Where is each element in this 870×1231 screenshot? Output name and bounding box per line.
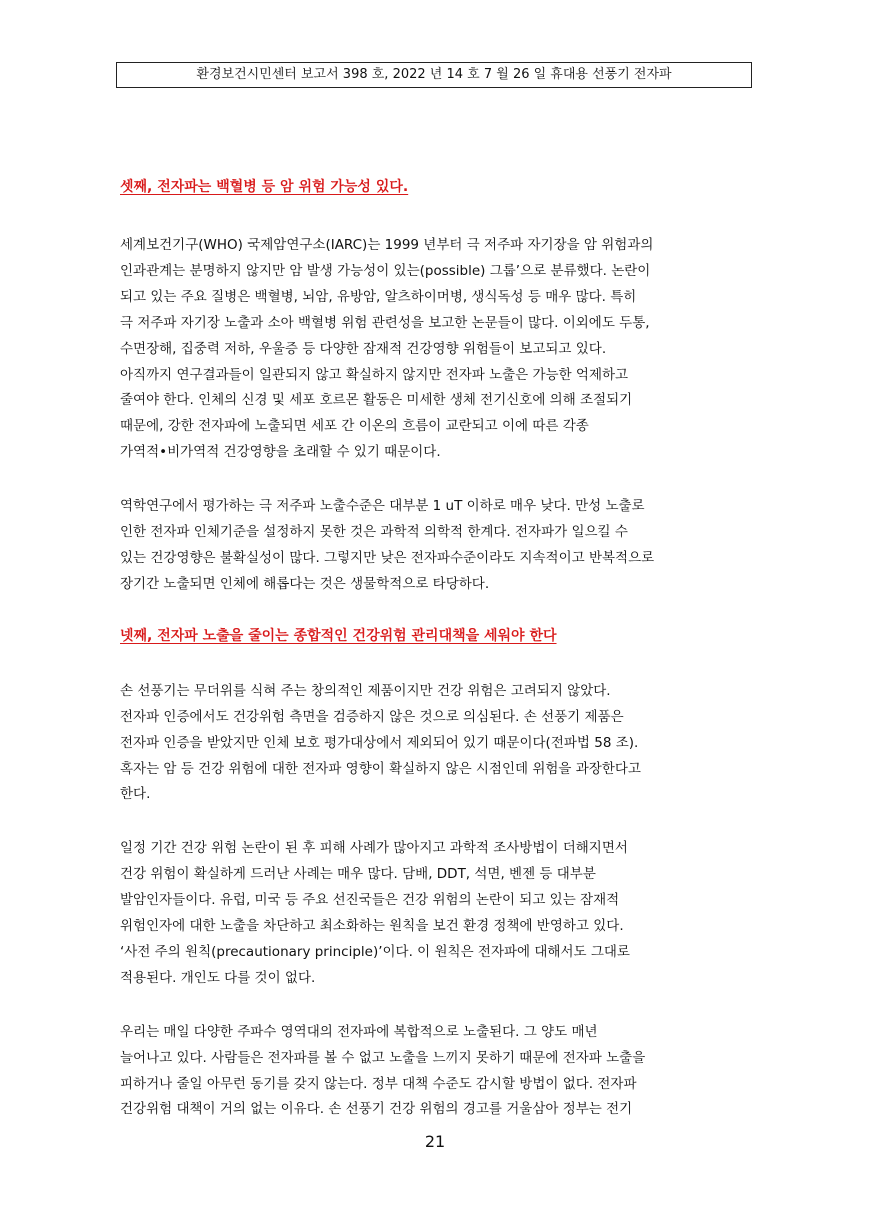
text-line: 되고 있는 주요 질병은 백혈병, 뇌암, 유방암, 알츠하이머병, 생식독성 등 매우 많다. 특히 xyxy=(120,288,637,305)
text-line: 때문에, 강한 전자파에 노출되면 세포 간 이온의 흐름이 교란되고 이에 따른 각종 xyxy=(120,418,589,435)
document-body xyxy=(120,173,760,1151)
text-line: 줄여야 한다. 인체의 신경 및 세포 호르몬 활동은 미세한 생체 전기신호에 의해 조절되기 xyxy=(120,392,633,409)
paragraph xyxy=(120,494,760,598)
report-header xyxy=(116,62,752,88)
text-line: 극 저주파 자기장 노출과 소아 백혈병 위험 관련성을 보고한 논문들이 많다. 이외에도 두통, xyxy=(120,314,650,331)
text-line: 수면장해, 집중력 저하, 우울증 등 다양한 잠재적 건강영향 위험들이 보고되고 있다. xyxy=(120,340,607,357)
text-line: 혹자는 암 등 건강 위험에 대한 전자파 영향이 확실하지 않은 시점인데 위험을 과장한다고 xyxy=(120,760,641,777)
text-line: ‘사전 주의 원칙(precautionary principle)’이다. 이 원칙은 전자파에 대해서도 그대로 xyxy=(120,943,630,960)
text-line: 건강 위험이 확실하게 드러난 사례는 매우 많다. 담배, DDT, 석면, 벤젠 등 대부분 xyxy=(120,866,596,883)
paragraph xyxy=(120,679,760,809)
text-line: 있는 건강영향은 불확실성이 많다. 그렇지만 낮은 전자파수준이라도 지속적이고 반복적으로 xyxy=(120,549,655,566)
paragraph xyxy=(120,1020,760,1124)
text-line: 건강위험 대책이 거의 없는 이유다. 손 선풍기 건강 위험의 경고를 거울삼아 정부는 전기 xyxy=(120,1101,633,1118)
text-line: 인한 전자파 인체기준을 설정하지 못한 것은 과학적 의학적 한계다. 전자파가 일으킬 수 xyxy=(120,524,628,541)
text-line: 인과관계는 분명하지 않지만 암 발생 가능성이 있는(possible) 그룹’으로 분류했다. 논란이 xyxy=(120,262,651,279)
text-line: 발암인자들이다. 유럽, 미국 등 주요 선진국들은 건강 위험의 논란이 되고 있는 잠재적 xyxy=(120,892,620,909)
text-line: 한다. xyxy=(120,786,151,803)
text-line: 전자파 인증을 받았지만 인체 보호 평가대상에서 제외되어 있기 때문이다(전파법 58 조). xyxy=(120,734,639,751)
text-line: 아직까지 연구결과들이 일관되지 않고 확실하지 않지만 전자파 노출은 가능한 억제하고 xyxy=(120,366,629,383)
paragraph xyxy=(120,836,760,991)
text-line: 세계보건기구(WHO) 국제암연구소(IARC)는 1999 년부터 극 저주파 자기장을 암 위험과의 xyxy=(120,237,654,253)
text-line: 우리는 매일 다양한 주파수 영역대의 전자파에 복합적으로 노출된다. 그 양도 매년 xyxy=(120,1023,598,1040)
page-number: 21 xyxy=(424,1132,446,1151)
text-line: 장기간 노출되면 인체에 해롭다는 것은 생물학적으로 타당하다. xyxy=(120,575,490,592)
paragraph xyxy=(120,233,760,466)
text-line: 적용된다. 개인도 다를 것이 없다. xyxy=(120,969,316,986)
text-line: 전자파 인증에서도 건강위험 측면을 검증하지 않은 것으로 의심된다. 손 선풍기 제품은 xyxy=(120,708,624,725)
text-line: 피하거나 줄일 아무런 동기를 갖지 않는다. 정부 대책 수준도 감시할 방법이 없다. 전자파 xyxy=(120,1075,637,1092)
header-text: 환경보건시민센터 보고서 398 호, 2022 년 14 호 7 월 26 일 휴대용 선풍기 전자파 xyxy=(196,67,672,82)
text-line: 손 선풍기는 무더위를 식혀 주는 창의적인 제품이지만 건강 위험은 고려되지 않았다. xyxy=(120,682,611,699)
section-third-body xyxy=(120,233,760,598)
text-line: 가역적•비가역적 건강영향을 초래할 수 있기 때문이다. xyxy=(120,444,441,461)
text-line: 일정 기간 건강 위험 논란이 된 후 피해 사례가 많아지고 과학적 조사방법이 더해지면서 xyxy=(120,840,628,857)
section-heading-fourth: 넷째, 전자파 노출을 줄이는 종합적인 건강위험 관리대책을 세워야 한다 xyxy=(120,627,557,644)
text-line: 늘어나고 있다. 사람들은 전자파를 볼 수 없고 노출을 느끼지 못하기 때문에 전자파 노출을 xyxy=(120,1049,646,1066)
text-line: 역학연구에서 평가하는 극 저주파 노출수준은 대부분 1 uT 이하로 매우 낮다. 만성 노출로 xyxy=(120,498,645,515)
text-line: 위험인자에 대한 노출을 차단하고 최소화하는 원칙을 보건 환경 정책에 반영하고 있다. xyxy=(120,918,624,935)
section-heading-third: 셋째, 전자파는 백혈병 등 암 위험 가능성 있다. xyxy=(120,179,409,195)
section-fourth-body xyxy=(120,679,760,1124)
